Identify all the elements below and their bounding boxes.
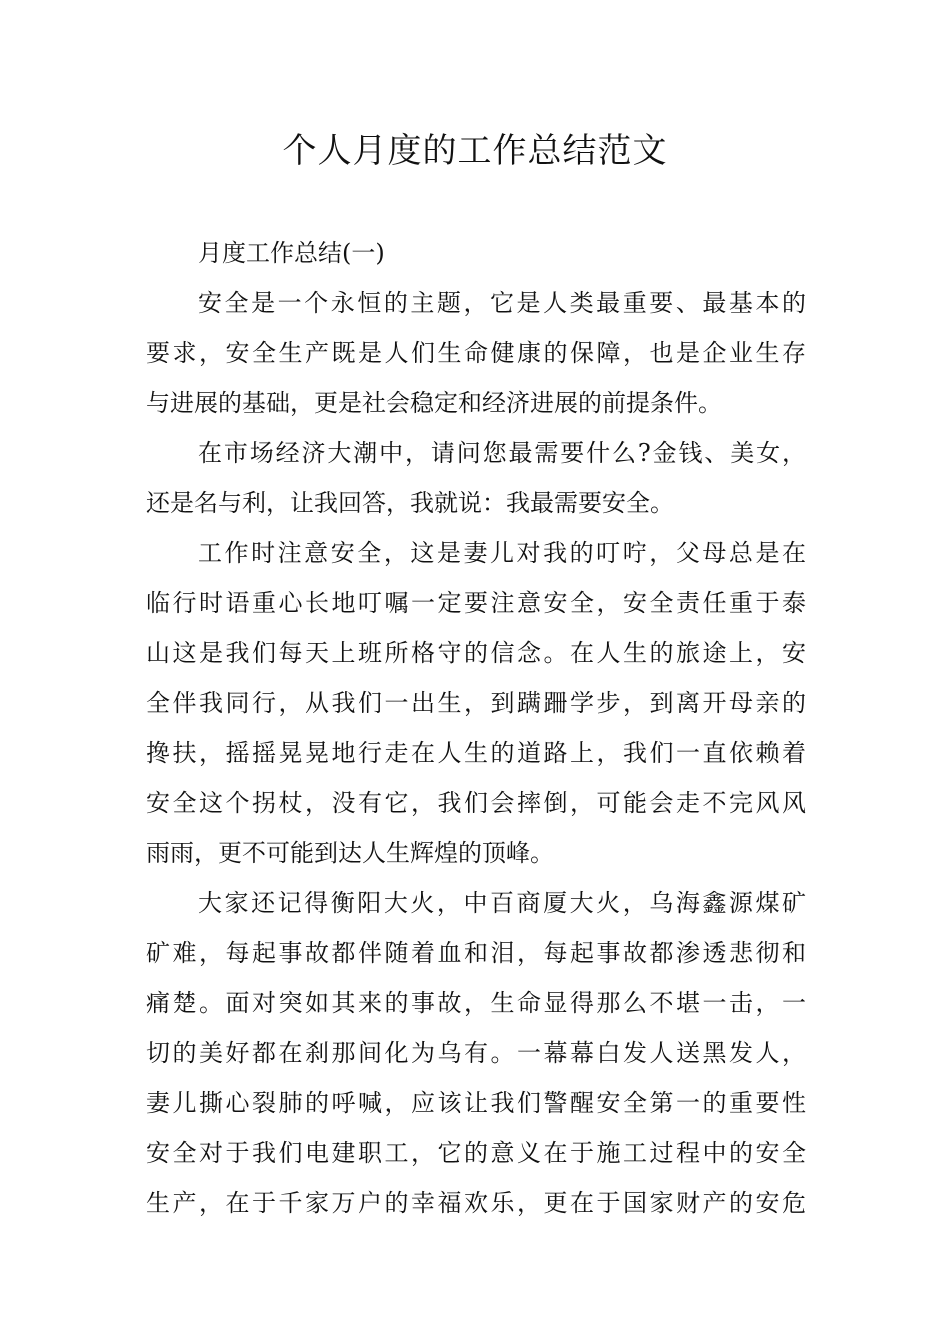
text-line: 生产，在于千家万户的幸福欢乐，更在于国家财产的安危 [146, 1189, 806, 1217]
text-line: 要求，安全生产既是人们生命健康的保障，也是企业生存 [146, 339, 806, 367]
text-line: 安全对于我们电建职工，它的意义在于施工过程中的安全 [146, 1139, 806, 1167]
text-line: 安全这个拐杖，没有它，我们会摔倒，可能会走不完风风 [146, 789, 806, 817]
text-line: 临行时语重心长地叮嘱一定要注意安全，安全责任重于泰 [146, 589, 806, 617]
text-line: 月度工作总结(一) [198, 239, 385, 267]
text-line: 山这是我们每天上班所格守的信念。在人生的旅途上，安 [146, 639, 806, 667]
text-line: 大家还记得衡阳大火，中百商厦大火，乌海鑫源煤矿 [198, 889, 806, 917]
text-line: 在市场经济大潮中，请问您最需要什么?金钱、美女， [198, 439, 806, 467]
text-line: 矿难，每起事故都伴随着血和泪，每起事故都渗透悲彻和 [146, 939, 806, 967]
page-title: 个人月度的工作总结范文 [282, 131, 668, 171]
text-line: 痛楚。面对突如其来的事故，生命显得那么不堪一击，一 [146, 989, 806, 1017]
text-line: 搀扶，摇摇晃晃地行走在人生的道路上，我们一直依赖着 [146, 739, 806, 767]
text-line: 还是名与利，让我回答，我就说：我最需要安全。 [146, 489, 674, 517]
document-body [146, 228, 806, 1228]
text-line: 切的美好都在刹那间化为乌有。一幕幕白发人送黑发人， [146, 1039, 806, 1067]
text-line: 安全是一个永恒的主题，它是人类最重要、最基本的 [198, 289, 806, 317]
text-line: 全伴我同行，从我们一出生，到蹒跚学步，到离开母亲的 [146, 689, 806, 717]
text-line: 雨雨，更不可能到达人生辉煌的顶峰。 [146, 839, 554, 867]
text-line: 妻儿撕心裂肺的呼喊，应该让我们警醒安全第一的重要性 [146, 1089, 806, 1117]
text-line: 工作时注意安全，这是妻儿对我的叮咛，父母总是在 [198, 539, 806, 567]
text-line: 与进展的基础，更是社会稳定和经济进展的前提条件。 [146, 389, 722, 417]
